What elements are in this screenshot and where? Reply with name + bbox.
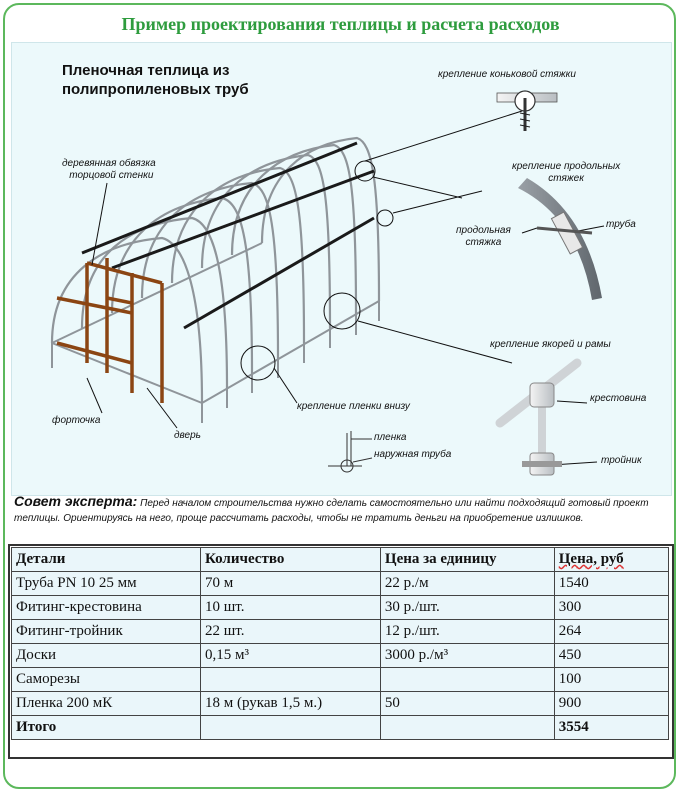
cell-quantity: 0,15 м³ [201, 644, 381, 668]
label-outer-pipe: наружная труба [374, 449, 452, 460]
header-quantity: Количество [201, 548, 381, 572]
heading-line-2: полипропиленовых труб [62, 81, 249, 98]
expert-advice [14, 494, 669, 526]
ridge-mount-detail [497, 91, 557, 131]
table-row [12, 620, 669, 644]
cell-quantity [201, 716, 381, 740]
cell-detail: Фитинг-тройник [12, 620, 201, 644]
page-title: Пример проектирования теплицы и расчета расходов [121, 14, 560, 34]
table-row [12, 644, 669, 668]
heading-line-1: Пленочная теплица из [62, 62, 230, 79]
label-tee: тройник [601, 455, 642, 466]
label-door: дверь [174, 430, 201, 441]
header-details: Детали [12, 548, 201, 572]
longitudinal-mount-detail [518, 178, 602, 300]
film-mount-detail [328, 431, 372, 472]
cell-unit-price: 12 р./шт. [380, 620, 554, 644]
greenhouse-drawing [12, 43, 671, 495]
cell-detail: Фитинг-крестовина [12, 596, 201, 620]
cell-unit-price [380, 716, 554, 740]
table-row [12, 692, 669, 716]
cost-table [11, 547, 669, 740]
label-anchor-mount: крепление якорей и рамы [490, 339, 611, 350]
cell-price: 264 [554, 620, 668, 644]
cell-unit-price: 50 [380, 692, 554, 716]
advice-text: Перед началом строительства нужно сделать самостоятельно или найти подходящий готовый проект теплицы. Ориентируясь на него, проще рассчитать расходы, чтобы не тратить деньги на приобретение излишков. [14, 498, 649, 524]
label-ridge-mount: крепление коньковой стяжки [438, 69, 576, 80]
header-unit-price: Цена за единицу [380, 548, 554, 572]
table-row [12, 596, 669, 620]
cell-price: 1540 [554, 572, 668, 596]
label-wood-frame-line1: деревянная обвязка [62, 158, 156, 169]
label-long-mount-line2: стяжек [548, 173, 584, 184]
greenhouse-diagram [11, 42, 672, 496]
label-long-mount [512, 161, 620, 185]
label-long-tie [456, 225, 511, 249]
cell-total-label: Итого [12, 716, 201, 740]
cell-price: 900 [554, 692, 668, 716]
diagram-heading [62, 61, 249, 99]
label-long-tie-line1: продольная [456, 225, 511, 236]
cell-unit-price [380, 668, 554, 692]
cell-detail: Саморезы [12, 668, 201, 692]
table-header-row [12, 548, 669, 572]
label-pipe: труба [606, 219, 636, 230]
cell-detail: Труба PN 10 25 мм [12, 572, 201, 596]
cell-detail: Пленка 200 мК [12, 692, 201, 716]
cell-unit-price: 22 р./м [380, 572, 554, 596]
label-long-tie-line2: стяжка [465, 237, 502, 248]
cell-unit-price: 30 р./шт. [380, 596, 554, 620]
label-film-mount: крепление пленки внизу [297, 401, 410, 412]
label-vent: форточка [52, 415, 101, 426]
label-film: пленка [374, 432, 407, 443]
cell-detail: Доски [12, 644, 201, 668]
cell-price: 450 [554, 644, 668, 668]
cell-quantity [201, 668, 381, 692]
cell-quantity: 10 шт. [201, 596, 381, 620]
cell-quantity: 22 шт. [201, 620, 381, 644]
cell-quantity: 70 м [201, 572, 381, 596]
label-wood-frame [62, 158, 156, 182]
table-row [12, 668, 669, 692]
table-total-row [12, 716, 669, 740]
cell-quantity: 18 м (рукав 1,5 м.) [201, 692, 381, 716]
table-row [12, 572, 669, 596]
label-wood-frame-line2: торцовой стенки [69, 170, 154, 181]
fittings-detail [500, 363, 577, 475]
advice-label: Совет эксперта: [14, 493, 138, 509]
cell-price: 300 [554, 596, 668, 620]
cell-total-price: 3554 [554, 716, 668, 740]
header-price: Цена, руб [554, 548, 668, 572]
cell-unit-price: 3000 р./м³ [380, 644, 554, 668]
label-long-mount-line1: крепление продольных [512, 161, 621, 172]
cell-price: 100 [554, 668, 668, 692]
label-cross: крестовина [590, 393, 647, 404]
